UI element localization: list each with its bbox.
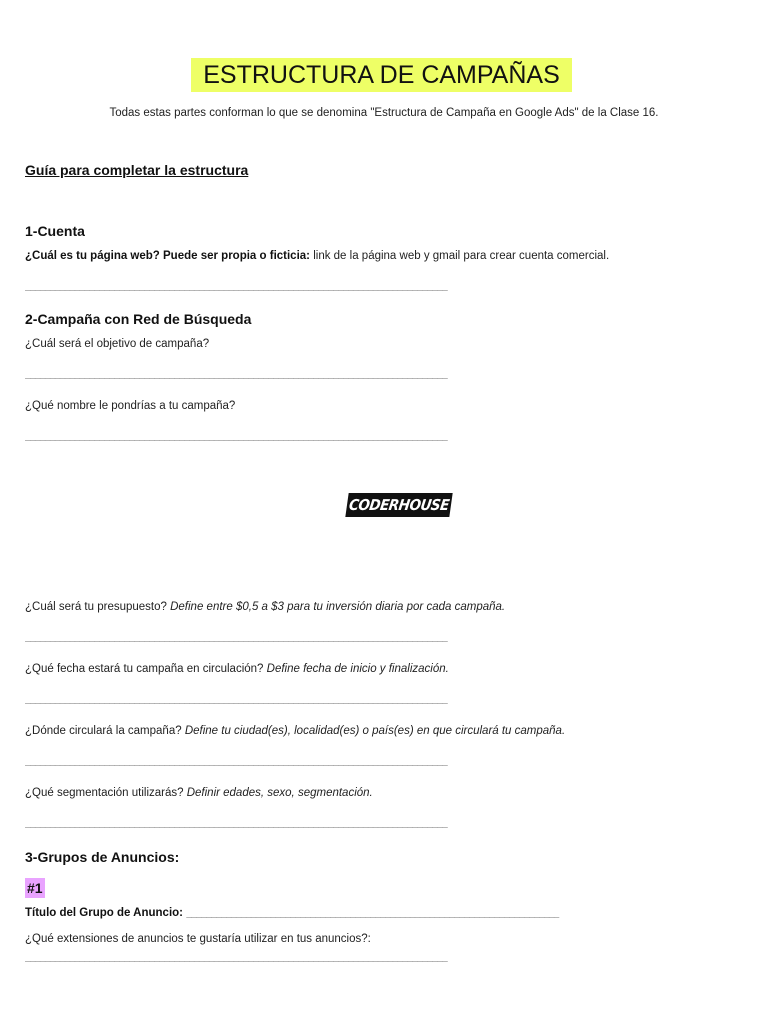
guide-heading: Guía para completar la estructura (25, 162, 249, 178)
question-campaign-name: ¿Qué nombre le pondrías a tu campaña? (25, 400, 236, 412)
section-1-heading: 1-Cuenta (25, 223, 85, 239)
answer-line-segmentation[interactable]: _____________________________________________________________________________________ (25, 819, 448, 829)
question-website (25, 250, 609, 262)
question-location-hint: Define tu ciudad(es), localidad(es) o país(es) en que circulará tu campaña. (184, 725, 566, 737)
answer-line-objective[interactable]: _____________________________________________________________________________________ (25, 370, 448, 380)
question-objective: ¿Cuál será el objetivo de campaña? (25, 338, 210, 350)
question-location (25, 725, 565, 737)
answer-line-ad-group-title[interactable]: ___________________________________________________________________________ (186, 909, 559, 919)
ad-group-title-label: Título del Grupo de Anuncio: (25, 907, 184, 919)
question-dates-hint: Define fecha de inicio y finalización. (266, 663, 449, 675)
question-website-hint: link de la página web y gmail para crear cuenta comercial. (310, 250, 610, 262)
coderhouse-logo (345, 493, 452, 517)
section-2-heading: 2-Campaña con Red de Búsqueda (25, 311, 252, 327)
answer-line-location[interactable]: _____________________________________________________________________________________ (25, 757, 448, 767)
question-budget-label: ¿Cuál será tu presupuesto? (25, 601, 171, 613)
question-segmentation (25, 787, 373, 799)
ad-group-tag: #1 (27, 880, 43, 896)
question-dates-label: ¿Qué fecha estará tu campaña en circulación? (25, 663, 267, 675)
page-title: ESTRUCTURA DE CAMPAÑAS (191, 58, 572, 92)
question-extensions: ¿Qué extensiones de anuncios te gustaría utilizar en tus anuncios?: (25, 933, 371, 945)
question-website-label: ¿Cuál es tu página web? Puede ser propia o ficticia: (25, 250, 311, 262)
answer-line-extensions[interactable]: _____________________________________________________________________________________ (25, 953, 448, 963)
question-location-label: ¿Dónde circulará la campaña? (25, 725, 185, 737)
question-budget-hint: Define entre $0,5 a $3 para tu inversión diaria por cada campaña. (170, 601, 506, 613)
question-dates (25, 663, 449, 675)
answer-line-website[interactable]: _____________________________________________________________________________________ (25, 282, 448, 292)
question-segmentation-label: ¿Qué segmentación utilizarás? (25, 787, 187, 799)
answer-line-dates[interactable]: _____________________________________________________________________________________ (25, 695, 448, 705)
answer-line-budget[interactable]: _____________________________________________________________________________________ (25, 633, 448, 643)
answer-line-campaign-name[interactable]: _____________________________________________________________________________________ (25, 432, 448, 442)
question-budget (25, 601, 505, 613)
ad-group-title-row (25, 907, 635, 919)
intro-text: Todas estas partes conforman lo que se denomina "Estructura de Campaña en Google Ads" de la Clase 16. (109, 107, 659, 119)
logo-text: CODERHOUSE (347, 496, 451, 514)
section-3-heading: 3-Grupos de Anuncios: (25, 849, 180, 865)
question-segmentation-hint: Definir edades, sexo, segmentación. (186, 787, 373, 799)
